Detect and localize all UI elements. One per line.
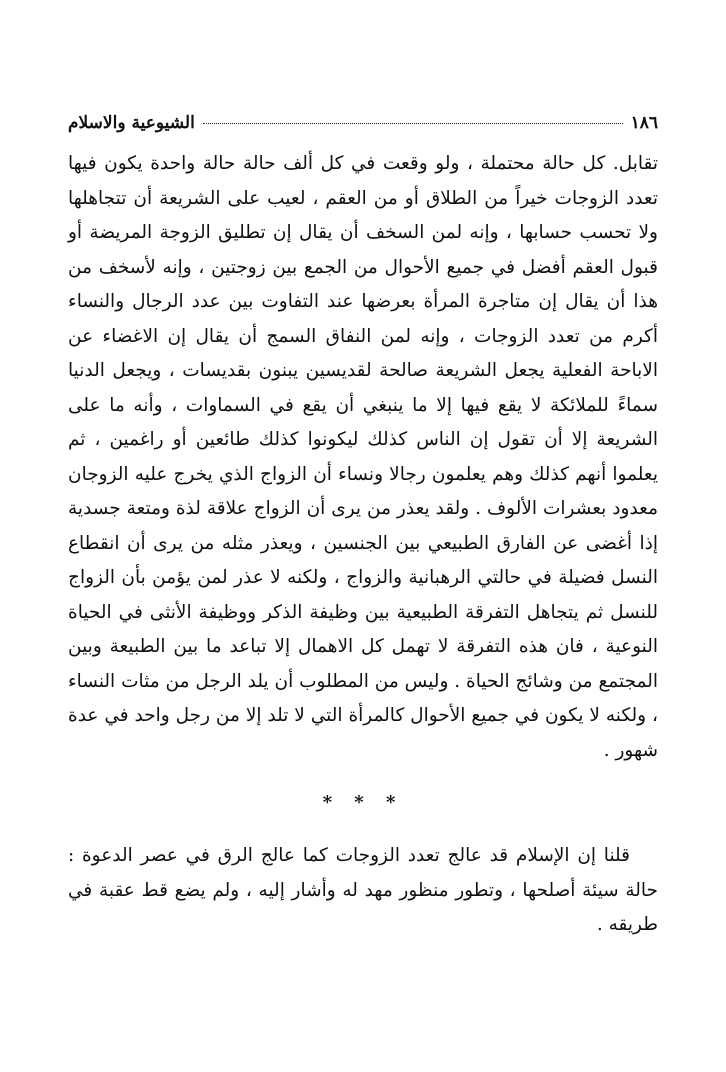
book-page: [68, 105, 658, 943]
body-paragraph: تقابل. كل حالة محتملة ، ولو وقعت في كل ألف حالة حالة واحدة يكون فيها تعدد الزوجات خيراً من الطلاق أو من العقم ، لعيب على الشريعة أن تتجاهلها ولا تحسب حسابها ، وإنه لمن السخف أن يقال إن تطليق الزوجة المريضة أو قبول العقم أفضل في جميع الأحوال من الجمع بين زوجتين ، وإنه لأسخف من هذا أن يقال إن متاجرة المرأة بعرضها عند التفاوت بين عدد الرجال والنساء أكرم من تعدد الزوجات ، وإنه لمن النفاق السمج أن يقال إن الاغضاء عن الاباحة الفعلية يجعل الشريعة صالحة لقديسين يبنون بقديسات ، ويجعل الدنيا سماءً للملائكة لا يقع فيها إلا ما ينبغي أن يقع في السماوات ، وأنه ما على الشريعة إلا أن تقول إن الناس كذلك ليكونوا كذلك طائعين أو راغمين ، ثم يعلموا أنهم كذلك وهم يعلمون رجالا ونساء أن الزواج الذي يخرج عليه الزوجان معدود بعشرات الألوف . ولقد يعذر من يرى أن الزواج علاقة لذة ومتعة جسدية إذا أغضى عن الفارق الطبيعي بين الجنسين ، ويعذر مثله من يرى أن انقطاع النسل فضيلة في حالتي الرهبانية والزواج ، ولكنه لا عذر لمن يؤمن بأن الزواج للنسل ثم يتجاهل التفرقة الطبيعية بين وظيفة الذكر ووظيفة الأنثى في الحياة النوعية ، فان هذه التفرقة لا تهمل كل الاهمال إلا تباعد ما بين الطبيعة وبين المجتمع من وشائج الحياة . وليس من المطلوب أن يلد الرجل من مثات النساء ، ولكنه لا يكون في جميع الأحوال كالمرأة التي لا تلد إلا من رجل واحد في عدة شهور .: [67, 153, 658, 761]
page-number: ١٨٦: [630, 113, 658, 133]
section-separator: * * *: [322, 792, 404, 813]
header-dotted-rule: [203, 123, 623, 124]
running-title: الشيوعية والاسلام: [68, 113, 195, 133]
body-paragraph: قلنا إن الإسلام قد عالج تعدد الزوجات كما عالج الرق في عصر الدعوة : حالة سيئة أصلحها ، وتطور منظور مهد له وأشار إليه ، ولم يضع قط عقبة في طريقه .: [68, 845, 658, 935]
running-header: [68, 105, 658, 141]
